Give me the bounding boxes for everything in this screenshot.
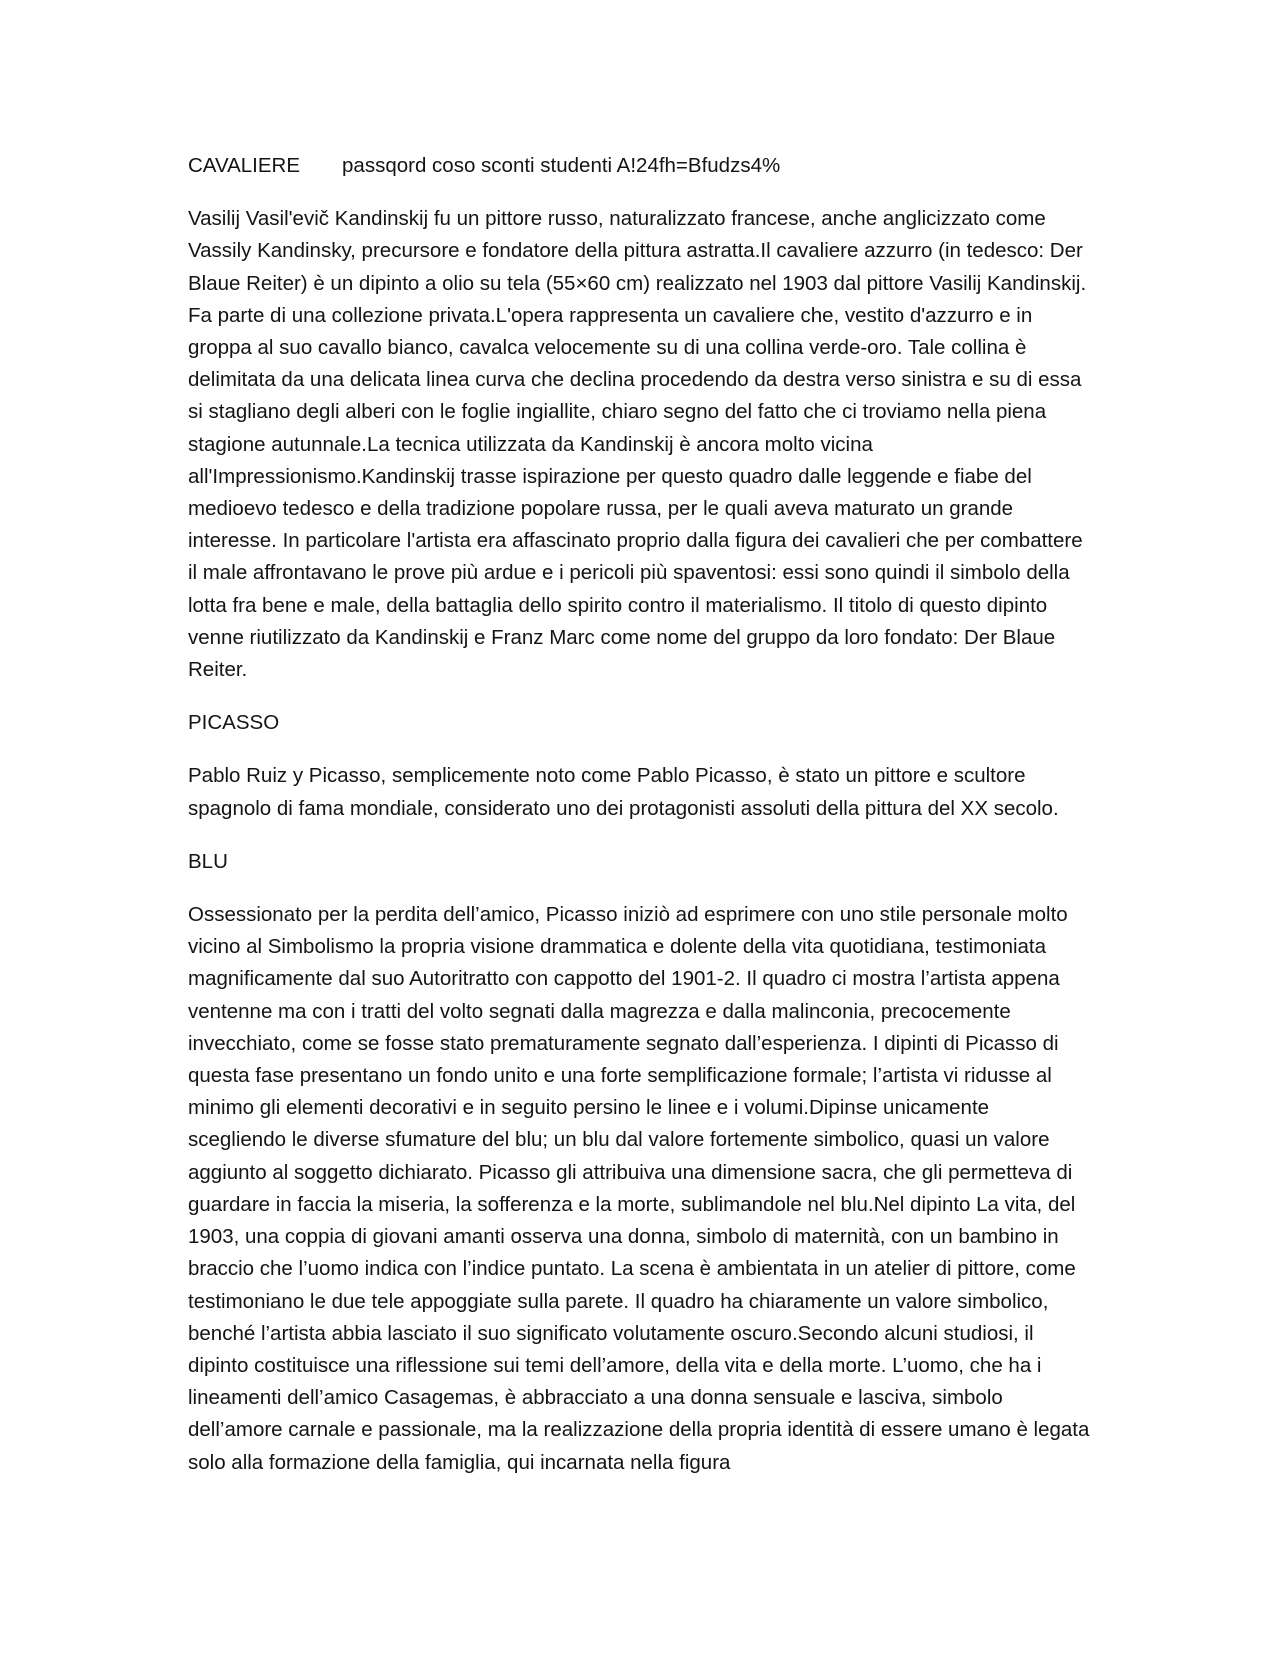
paragraph-picasso: Pablo Ruiz y Picasso, semplicemente noto come Pablo Picasso, è stato un pittore e scultore spagnolo di fama mondiale, considerato uno dei protagonisti assoluti della pittura del XX secolo. [188,764,1059,820]
document-body [188,150,1092,1500]
first-line [188,150,1092,182]
heading-picasso: PICASSO [188,711,280,735]
password-note: passqord coso sconti studenti A!24fh=Bfudzs4% [342,154,781,177]
heading-cavaliere: CAVALIERE [188,154,301,177]
paragraph-blu: Ossessionato per la perdita dell’amico, Picasso iniziò ad esprimere con uno stile personale molto vicino al Simbolismo la propria visione drammatica e dolente della vita quotidiana, testimoniata magnificamente dal suo Autoritratto con cappotto del 1901-2. Il quadro ci mostra l’artista appena ventenne ma con i tratti del volto segnati dalla magrezza e dalla malinconia, precocemente invecchiato, come se fosse stato prematuramente segnato dall’esperienza. I dipinti di Picasso di questa fase presentano un fondo unito e una forte semplificazione formale; l’artista vi ridusse al minimo gli elementi decorativi e in seguito persino le linee e i volumi.Dipinse unicamente scegliendo le diverse sfumature del blu; un blu dal valore fortemente simbolico, quasi un valore aggiunto al soggetto dichiarato. Picasso gli attribuiva una dimensione sacra, che gli permetteva di guardare in faccia la miseria, la sofferenza e la morte, sublimandole nel blu.Nel dipinto La vita, del 1903, una coppia di giovani amanti osserva una donna, simbolo di maternità, con un bambino in braccio che l’uomo indica con l’indice puntato. La scena è ambientata in un atelier di pittore, come testimoniano le due tele appoggiate sulla parete. Il quadro ha chiaramente un valore simbolico, benché l’artista abbia lasciato il suo significato volutamente oscuro.Secondo alcuni studiosi, il dipinto costituisce una riflessione sui temi dell’amore, della vita e della morte. L’uomo, che ha i lineamenti dell’amico Casagemas, è abbracciato a una donna sensuale e lasciva, simbolo dell’amore carnale e passionale, ma la realizzazione della propria identità di essere umano è legata solo alla formazione della famiglia, qui incarnata nella figura [188,903,1090,1474]
paragraph-kandinskij: Vasilij Vasil'evič Kandinskij fu un pittore russo, naturalizzato francese, anche anglicizzato come Vassily Kandinsky, precursore e fondatore della pittura astratta.Il cavaliere azzurro (in tedesco: Der Blaue Reiter) è un dipinto a olio su tela (55×60 cm) realizzato nel 1903 dal pittore Vasilij Kandinskij. Fa parte di una collezione privata.L'opera rappresenta un cavaliere che, vestito d'azzurro e in groppa al suo cavallo bianco, cavalca velocemente su di una collina verde-oro. Tale collina è delimitata da una delicata linea curva che declina procedendo da destra verso sinistra e su di essa si stagliano degli alberi con le foglie ingiallite, chiaro segno del fatto che ci troviamo nella piena stagione autunnale.La tecnica utilizzata da Kandinskij è ancora molto vicina all'Impressionismo.Kandinskij trasse ispirazione per questo quadro dalle leggende e fiabe del medioevo tedesco e della tradizione popolare russa, per le quali aveva maturato un grande interesse. In particolare l'artista era affascinato proprio dalla figura dei cavalieri che per combattere il male affrontavano le prove più ardue e i pericoli più spaventosi: essi sono quindi il simbolo della lotta fra bene e male, della battaglia dello spirito contro il materialismo. Il titolo di questo dipinto venne riutilizzato da Kandinskij e Franz Marc come nome del gruppo da loro fondato: Der Blaue Reiter. [188,207,1087,682]
heading-blu: BLU [188,849,228,873]
